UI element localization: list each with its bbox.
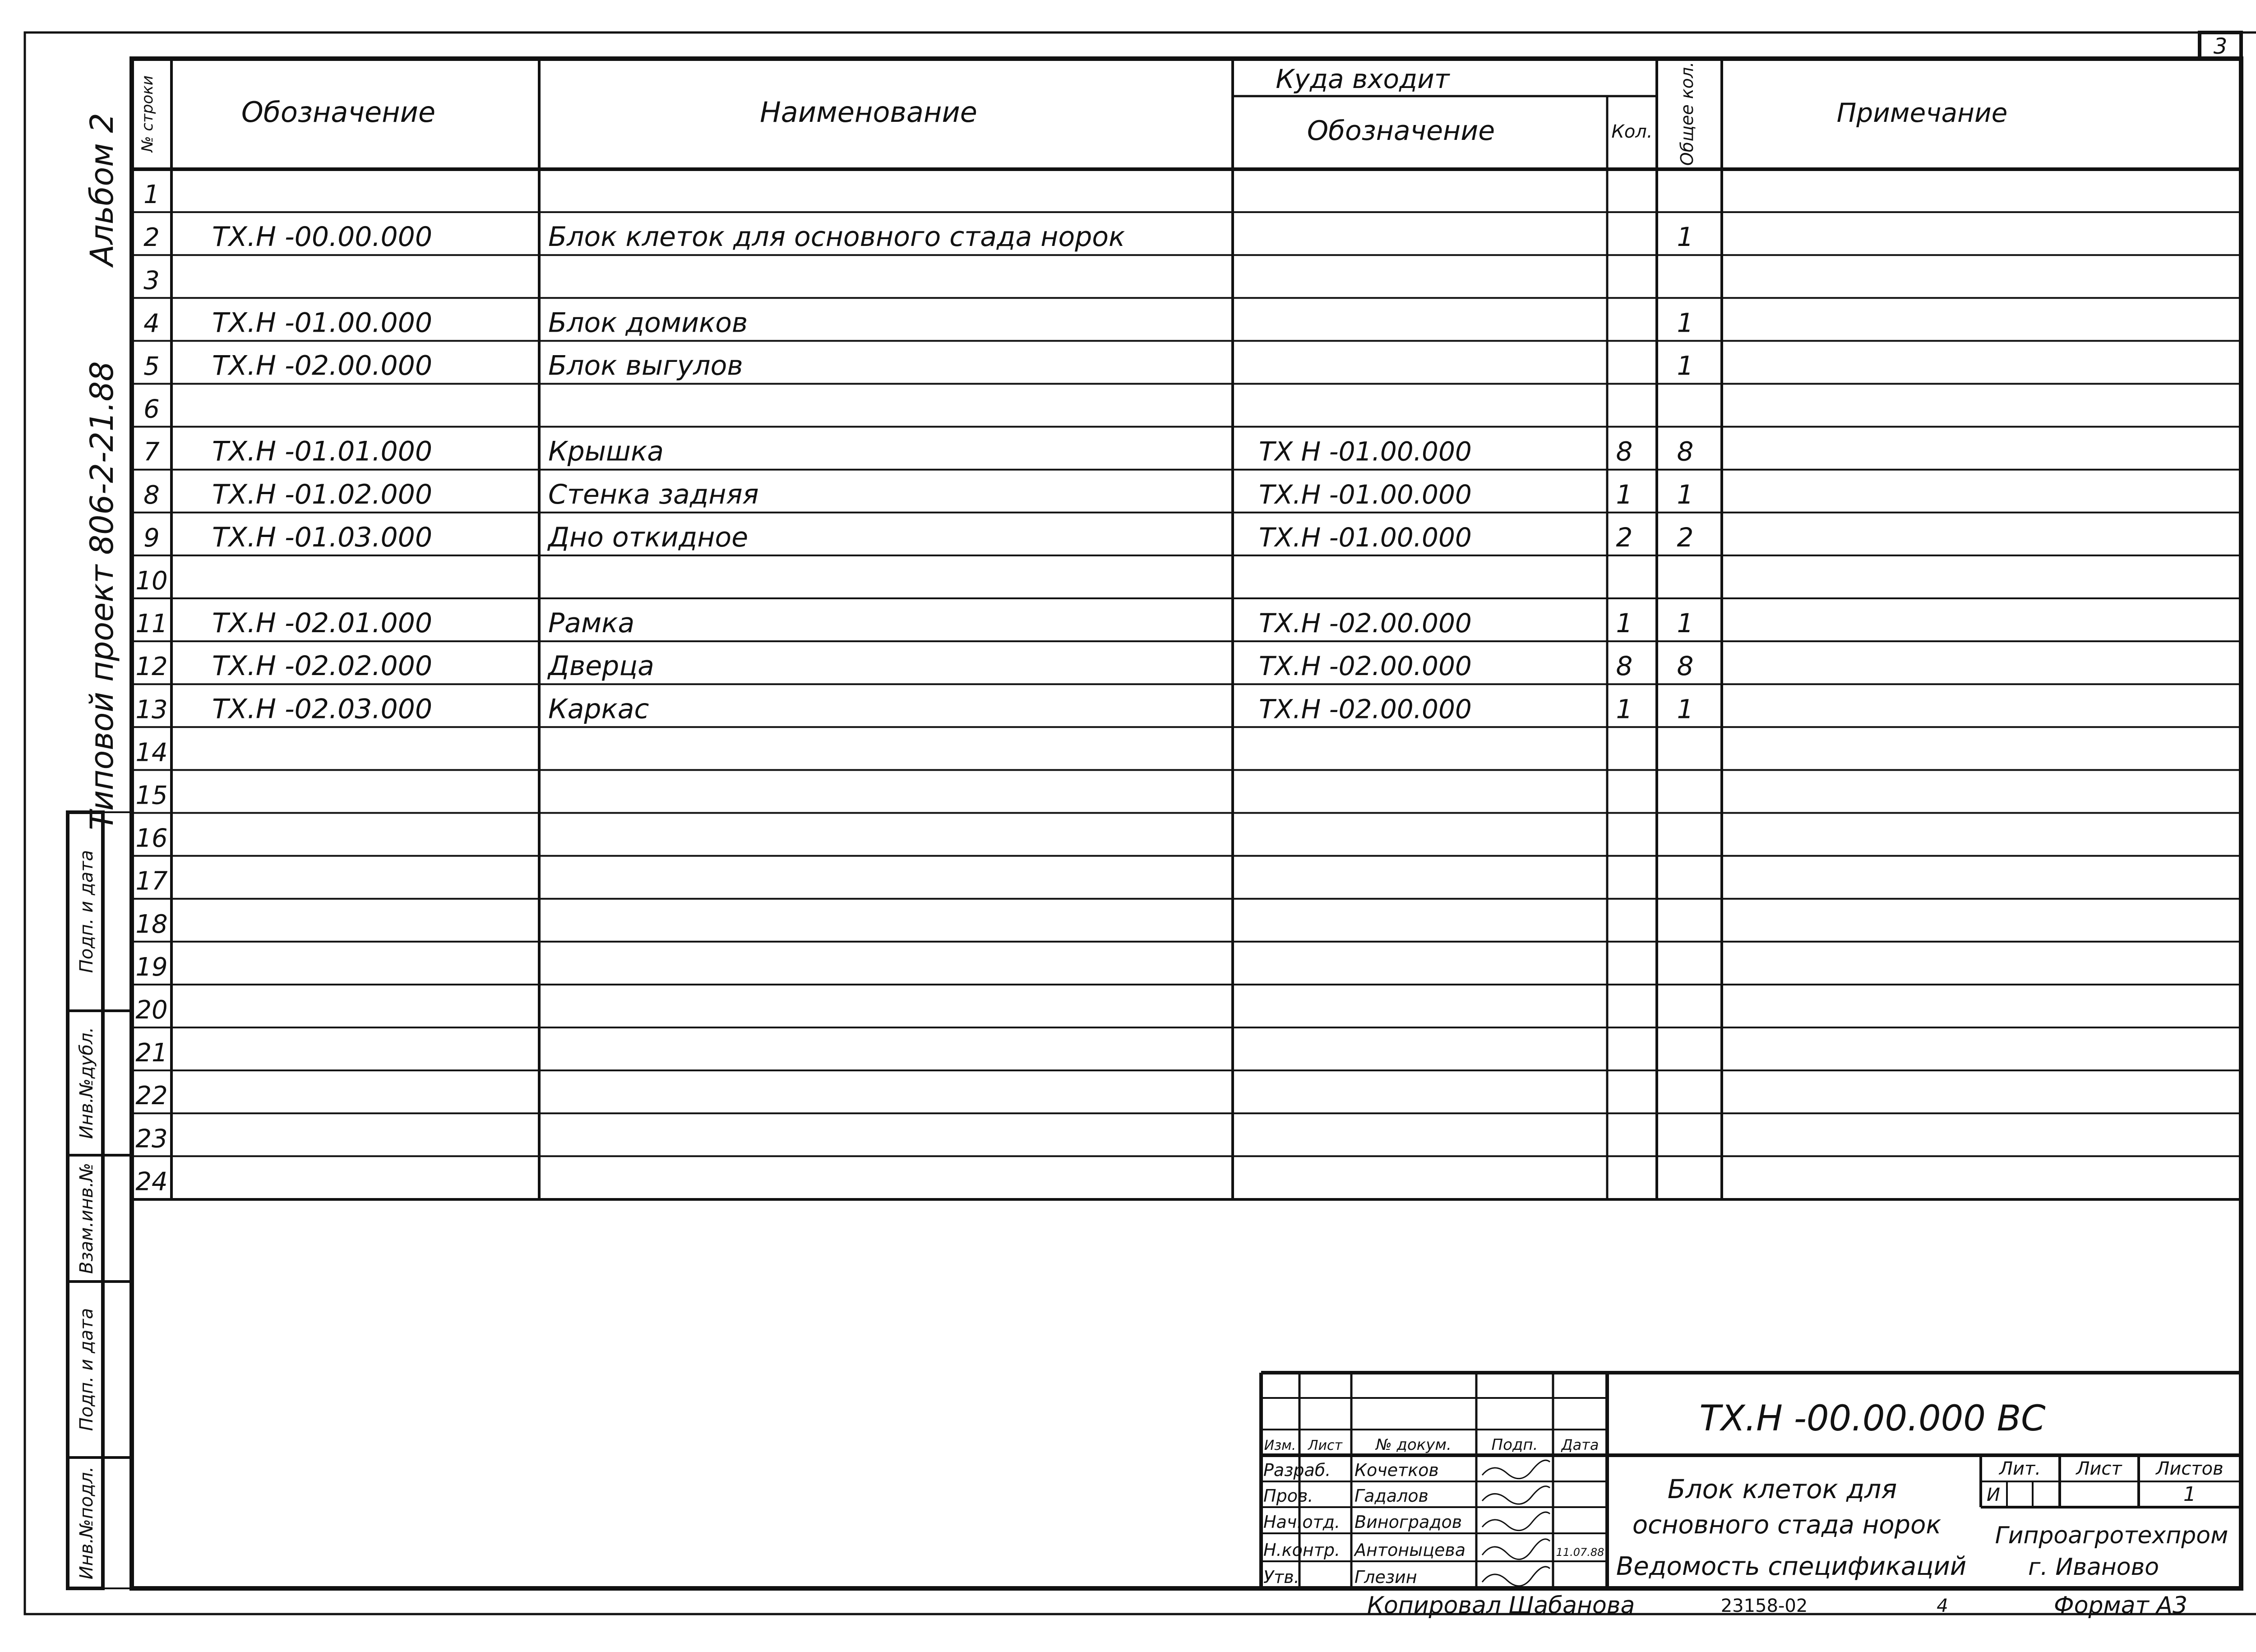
tb-title-line-2: основного стада норок [1632, 1510, 1942, 1540]
tb-person-name: Глезин [1355, 1567, 1417, 1587]
header-row-number: № строки [139, 75, 157, 152]
row-number: 3 [143, 266, 160, 296]
header-name: Наименование [760, 96, 977, 129]
signature-mark [1482, 1539, 1550, 1559]
row-qty: 2 [1616, 522, 1633, 553]
row-number: 13 [135, 695, 168, 725]
table-row [135, 953, 167, 982]
table-row [135, 1124, 167, 1153]
tb-col-podp: Подп. [1491, 1436, 1538, 1454]
row-number: 16 [135, 824, 168, 853]
tb-col-list: Лист [1308, 1438, 1343, 1453]
tb-sheet-label: Лист [2076, 1458, 2122, 1479]
row-number: 14 [135, 738, 168, 768]
footer-page: 4 [1937, 1596, 1948, 1616]
table-row [135, 995, 167, 1025]
row-where: ТХ.Н -01.00.000 [1259, 522, 1472, 553]
tb-org-line-1: Гипроагротехпром [1995, 1522, 2228, 1549]
row-qty: 1 [1616, 608, 1633, 639]
tb-person-role: Пров. [1263, 1486, 1313, 1506]
header-where-qty: Кол. [1611, 121, 1653, 142]
row-total: 1 [1677, 479, 1694, 510]
signature-mark [1482, 1460, 1550, 1479]
row-number: 21 [135, 1038, 168, 1068]
row-number: 7 [143, 437, 160, 467]
table-row [135, 650, 1693, 682]
table-row [135, 566, 167, 596]
row-name: Стенка задняя [548, 478, 759, 510]
side-album-label: Альбом 2 [83, 113, 120, 266]
table-row [143, 180, 160, 209]
row-number: 17 [135, 866, 168, 896]
table-row [135, 1038, 167, 1068]
row-designation: ТХ.Н -01.03.000 [212, 521, 433, 553]
tb-title-line-1: Блок клеток для [1667, 1474, 1897, 1504]
table-row [135, 738, 167, 767]
table-row [143, 395, 160, 424]
row-total: 2 [1677, 522, 1694, 553]
inner-frame [132, 59, 2241, 1588]
row-number: 8 [143, 480, 160, 510]
tb-person-name: Антоныцева [1355, 1540, 1465, 1560]
row-name: Блок клеток для основного стада норок [548, 221, 1125, 253]
row-qty: 1 [1616, 479, 1633, 510]
title-block-person-row [1263, 1512, 1550, 1532]
table-row [135, 607, 1693, 639]
row-name: Каркас [548, 693, 649, 725]
table-body [135, 180, 1693, 1196]
tb-col-data: Дата [1561, 1436, 1599, 1453]
row-name: Дно откидное [548, 521, 749, 553]
tb-org-line-2: г. Иваново [2028, 1554, 2159, 1581]
row-where: ТХ.Н -02.00.000 [1259, 608, 1472, 639]
signature-mark [1482, 1512, 1550, 1531]
table-row [135, 867, 168, 896]
tb-person-role: Н.контр. [1263, 1540, 1341, 1560]
tb-col-docnum: № докум. [1376, 1436, 1452, 1454]
header-note: Примечание [1836, 97, 2008, 128]
row-where: ТХ.Н -02.00.000 [1259, 651, 1472, 682]
tb-person-date: 11.07.88 [1556, 1546, 1604, 1559]
tb-person-role: Утв. [1263, 1567, 1299, 1587]
tb-sheets-value: 1 [2183, 1483, 2196, 1506]
title-block-person-row [1263, 1567, 1550, 1587]
row-number: 22 [135, 1081, 168, 1111]
side-cell-inv-podl: Инв.№подл. [76, 1466, 97, 1580]
row-number: 20 [135, 995, 168, 1025]
side-project-label: Типовой проект 806-2-21.88 [83, 361, 120, 830]
footer-copied: Копировал Шабанова [1367, 1592, 1635, 1619]
row-total: 1 [1677, 608, 1694, 639]
table-row [143, 522, 1693, 553]
header-total-qty: Общее кол. [1677, 61, 1697, 166]
table-row [135, 781, 167, 810]
tb-doc-code: ТХ.Н -00.00.000 ВС [1699, 1398, 2046, 1439]
row-number: 2 [143, 223, 160, 253]
row-name: Блок домиков [548, 307, 748, 339]
row-number: 1 [143, 180, 160, 210]
row-where: ТХ Н -01.00.000 [1259, 436, 1472, 467]
table-row [143, 479, 1693, 510]
side-cell-podp-data-1: Подп. и дата [76, 1308, 97, 1431]
row-number: 18 [135, 909, 168, 939]
header-where-designation: Обозначение [1307, 115, 1495, 147]
table-row [135, 693, 1693, 725]
row-number: 15 [135, 781, 168, 810]
table-row [143, 221, 1693, 253]
row-number: 9 [143, 523, 160, 553]
sheet-number: 3 [2213, 34, 2228, 59]
header-where-group: Куда входит [1276, 64, 1450, 94]
tb-person-name: Гадалов [1355, 1486, 1428, 1506]
table-row [143, 307, 1693, 338]
row-designation: ТХ.Н -00.00.000 [212, 221, 433, 253]
title-block-person-row [1263, 1486, 1550, 1506]
tb-title-line-3: Ведомость спецификаций [1616, 1552, 1967, 1581]
table-row [135, 1167, 167, 1196]
tb-lit-label: Лит. [1999, 1458, 2041, 1479]
row-designation: ТХ.Н -02.02.000 [212, 650, 433, 682]
row-number: 11 [135, 609, 168, 639]
table-row-lines [132, 212, 2241, 1156]
row-designation: ТХ.Н -02.01.000 [212, 607, 433, 639]
row-designation: ТХ.Н -01.01.000 [212, 435, 433, 467]
tb-person-name: Кочетков [1355, 1460, 1439, 1480]
signature-mark [1482, 1567, 1550, 1586]
header-designation: Обозначение [241, 96, 436, 129]
row-designation: ТХ.Н -02.03.000 [212, 693, 433, 725]
row-qty: 8 [1616, 651, 1633, 682]
row-total: 1 [1677, 350, 1694, 381]
row-where: ТХ.Н -01.00.000 [1259, 479, 1472, 510]
tb-col-izm: Изм. [1264, 1438, 1296, 1453]
table-row [135, 824, 167, 853]
row-qty: 8 [1616, 436, 1633, 467]
row-where: ТХ.Н -02.00.000 [1259, 694, 1472, 725]
title-block-person-row [1263, 1460, 1550, 1480]
outer-frame [25, 32, 2256, 1614]
row-number: 24 [135, 1167, 168, 1197]
table-row [143, 436, 1693, 467]
row-total: 8 [1677, 651, 1694, 682]
row-total: 1 [1677, 694, 1694, 725]
table-row [143, 350, 1693, 382]
footer-format: Формат А3 [2053, 1592, 2188, 1619]
row-name: Крышка [548, 435, 664, 467]
side-cell-podp-data-2: Подп. и дата [76, 850, 97, 973]
row-total: 1 [1677, 307, 1694, 338]
tb-sheets-label: Листов [2156, 1458, 2224, 1479]
side-cell-inv-dubl: Инв.№дубл. [76, 1027, 97, 1139]
tb-person-name: Виноградов [1355, 1512, 1462, 1532]
row-number: 10 [135, 566, 168, 596]
signature-mark [1482, 1486, 1550, 1504]
row-number: 23 [135, 1124, 168, 1154]
table-row [135, 910, 167, 939]
table-row [135, 1081, 167, 1111]
side-cell-vzam-inv: Взам.инв.№ [76, 1162, 97, 1274]
row-number: 5 [143, 352, 160, 381]
tb-person-role: Разраб. [1263, 1460, 1331, 1480]
row-qty: 1 [1616, 694, 1633, 725]
footer-number: 23158-02 [1720, 1596, 1808, 1616]
row-name: Рамка [548, 607, 635, 639]
tb-lit-value: И [1987, 1485, 2000, 1505]
row-number: 19 [135, 952, 168, 982]
row-designation: ТХ.Н -01.00.000 [212, 307, 433, 339]
tb-person-role: Нач.отд. [1263, 1512, 1341, 1532]
row-designation: ТХ.Н -02.00.000 [212, 350, 433, 382]
row-number: 6 [143, 394, 160, 424]
row-number: 4 [143, 309, 160, 338]
row-name: Блок выгулов [548, 350, 743, 382]
row-total: 8 [1677, 436, 1694, 467]
row-total: 1 [1677, 222, 1694, 253]
row-designation: ТХ.Н -01.02.000 [212, 478, 433, 510]
row-number: 12 [135, 652, 168, 682]
row-name: Дверца [548, 650, 654, 682]
table-row [143, 266, 160, 295]
